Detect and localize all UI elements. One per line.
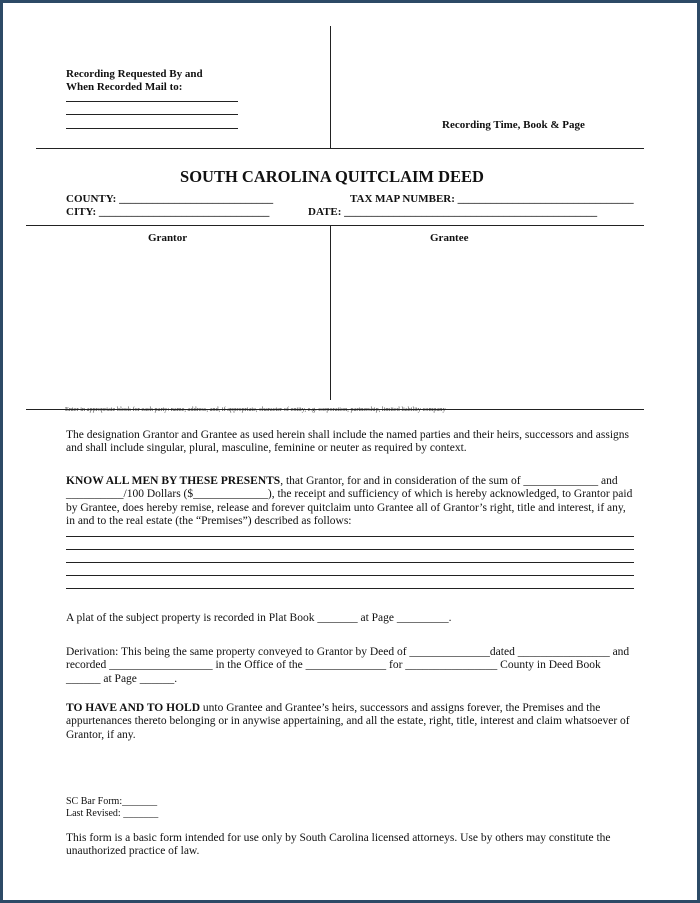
designation-paragraph: The designation Grantor and Grantee as used herein shall include the named parties and their heirs, successors and assigns and shall include singular, plural, masculine, feminine or neuter as required by context. xyxy=(66,429,630,455)
party-rule xyxy=(26,409,644,410)
grantee-block[interactable] xyxy=(336,248,636,398)
page-title: SOUTH CAROLINA QUITCLAIM DEED xyxy=(180,167,484,186)
party-divider xyxy=(330,225,331,400)
to-have-paragraph xyxy=(66,702,634,742)
mail-to-label: When Recorded Mail to: xyxy=(66,81,183,93)
grantor-heading: Grantor xyxy=(148,232,188,244)
to-have-heading: TO HAVE AND TO HOLD xyxy=(66,702,200,714)
tax-map-field[interactable]: TAX MAP NUMBER: ________________________________ xyxy=(350,193,634,205)
last-revised: Last Revised: _______ xyxy=(66,808,159,819)
disclaimer-paragraph: This form is a basic form intended for use only by South Carolina licensed attorneys. Use by others may constitute the unauthorized practice of law. xyxy=(66,832,611,858)
mail-to-line-1[interactable] xyxy=(66,101,238,102)
recording-divider xyxy=(330,26,331,148)
derivation-paragraph: Derivation: This being the same property conveyed to Grantor by Deed of ______________dated ________________ and recorded __________________ in the Office of the ______________ for ________________ County in Deed Book ______ at Page ______. xyxy=(66,646,630,685)
deed-document xyxy=(14,14,686,889)
recording-time-label: Recording Time, Book & Page xyxy=(442,119,585,131)
grantor-block[interactable] xyxy=(28,248,324,398)
know-all-paragraph xyxy=(66,475,634,528)
description-line-2[interactable] xyxy=(66,549,634,550)
to-have-text: unto Grantee and Grantee’s heirs, successors and assigns forever, the Premises and the appurtenances thereto belonging or in anywise appertaining, and all the estate, right, title, interest and claim whatsoever of Grantor, if any. xyxy=(66,702,630,741)
date-field[interactable]: DATE: ______________________________________________ xyxy=(308,206,598,218)
grantee-heading: Grantee xyxy=(430,232,469,244)
description-line-3[interactable] xyxy=(66,562,634,563)
mail-to-line-3[interactable] xyxy=(66,128,238,129)
description-line-4[interactable] xyxy=(66,575,634,576)
plat-paragraph: A plat of the subject property is recorded in Plat Book _______ at Page _________. xyxy=(66,612,452,624)
description-line-5[interactable] xyxy=(66,588,634,589)
know-all-heading: KNOW ALL MEN BY THESE PRESENTS xyxy=(66,475,281,487)
sc-bar-form: SC Bar Form:_______ xyxy=(66,796,158,807)
description-line-1[interactable] xyxy=(66,536,634,537)
header-rule xyxy=(36,148,644,149)
party-instruction: Enter in appropriate block for each party: name, address, and, if appropriate, character of entity, e.g. corporation, partnership, limited liability company xyxy=(65,406,446,413)
know-all-text: , that Grantor, for and in consideration of the sum of _____________ and __________/100 Dollars ($_____________), the receipt and sufficiency of which is hereby acknowledged, to Grantor paid by Grantee, does hereby remise, release and forever quitclaim unto Grantee all of Grantor’s right, title and interest, if any, in and to the real estate (the “Premises”) described as follows: xyxy=(66,475,633,527)
recording-requested-label: Recording Requested By and xyxy=(66,68,203,80)
city-field[interactable]: CITY: _______________________________ xyxy=(66,206,270,218)
county-field[interactable]: COUNTY: ____________________________ xyxy=(66,193,274,205)
mail-to-line-2[interactable] xyxy=(66,114,238,115)
fields-rule xyxy=(26,225,644,226)
